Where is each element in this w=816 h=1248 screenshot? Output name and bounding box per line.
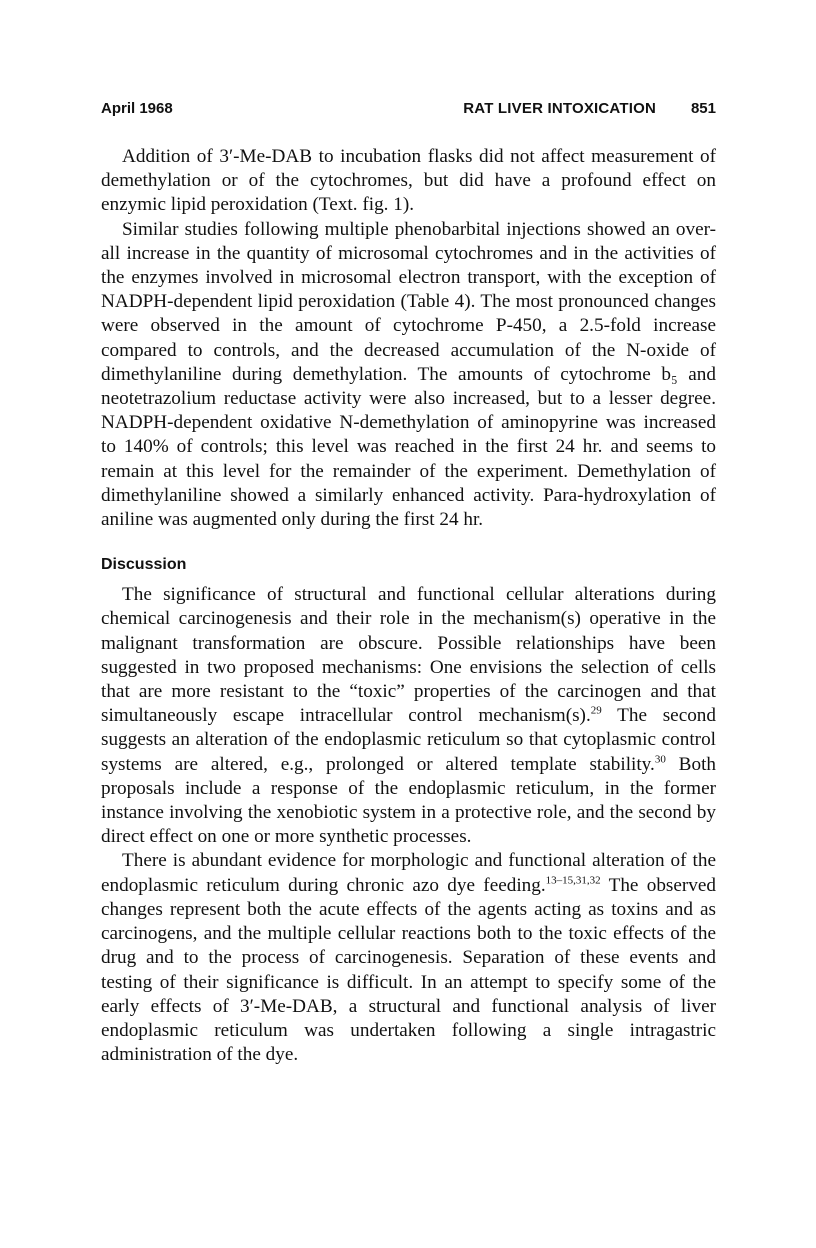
discussion-p1-text-b: The second suggests an alteration of the endoplasmic reticulum so that cytoplasmic control systems are altered, e.g., prolonged or altered template stability. <box>101 705 716 775</box>
header-date: April 1968 <box>101 100 173 117</box>
page-body <box>101 145 716 1067</box>
running-header <box>101 100 716 124</box>
discussion-p2-text-b: The observed changes represent both the acute effects of the agents acting as toxins and as carcinogens, and the multiple cellular reactions both to the toxic effects of the drug and to the process of carcinogenesis. Separation of these events and testing of their significance is difficult. In an attempt to specify some of the early effects of 3′-Me-DAB, a structural and functional analysis of liver endoplasmic reticulum was undertaken following a single intragastric administration of the dye. <box>101 874 717 1066</box>
page-number: 851 <box>690 100 716 117</box>
results-paragraph-2: Similar studies following multiple phenobarbital injections showed an over-all increase in the quantity of microsomal cytochromes and in the activities of the enzymes involved in microsomal electron transport, with the exception of NADPH-dependent lipid peroxidation (Table 4). The most pronounced changes were observed in the amount of cytochrome P-450, a 2.5-fold increase compared to controls, and the decreased accumulation of the N-oxide of dimethylaniline during demethylation. The amounts of cytochrome b₅ and neotetrazolium reductase activity were also increased, but to a lesser degree. NADPH-dependent oxidative N-demethylation of aminopyrine was increased to 140% of controls; this level was reached in the first 24 hr. and seems to remain at this level for the remainder of the experiment. Demethylation of dimethylaniline showed a similarly enhanced activity. Para-hydroxylation of aniline was augmented only during the first 24 hr. <box>101 218 716 531</box>
discussion-p2-text-a: There is abundant evidence for morphologic and functional alteration of the endoplasmic reticulum during chronic azo dye feeding. <box>101 850 716 896</box>
section-heading-discussion: Discussion <box>101 556 187 574</box>
citation-13-15-31-32: 13–15,31,32 <box>545 874 601 887</box>
citation-29: 29 <box>590 704 602 717</box>
results-paragraph-1: Addition of 3′-Me-DAB to incubation flasks did not affect measurement of demethylation or of the cytochromes, but did have a profound effect on enzymic lipid peroxidation (Text. fig. 1). <box>101 146 716 216</box>
citation-30: 30 <box>654 753 666 766</box>
header-running-title: RAT LIVER INTOXICATION <box>463 100 656 117</box>
discussion-paragraph-2 <box>101 849 716 1067</box>
discussion-paragraph-1 <box>101 583 716 849</box>
discussion-p1-text-a: The significance of structural and functional cellular alterations during chemical carcinogenesis and their role in the mechanism(s) operative in the malignant transformation are obscure. Possible relationships have been suggested in two proposed mechanisms: One envisions the selection of cells that are more resistant to the “toxic” properties of the carcinogen and that simultaneously escape intracellular control mechanism(s). <box>101 584 716 727</box>
discussion-p1-text-c: Both proposals include a response of the endoplasmic reticulum, in the former instance involving the xenobiotic system in a protective role, and the second by direct effect on one or more synthetic processes. <box>101 753 717 848</box>
